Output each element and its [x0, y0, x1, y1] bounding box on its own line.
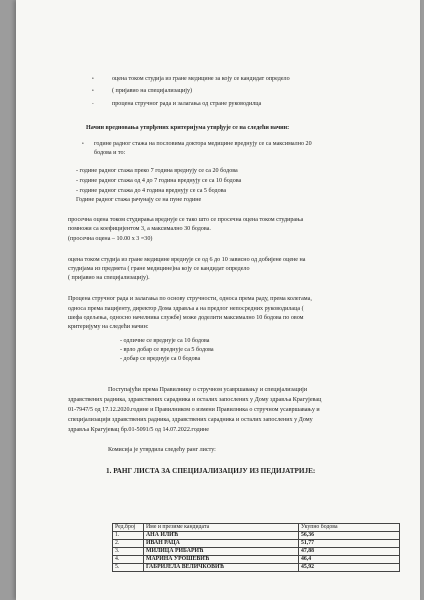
header-cell: Име и презиме кандидата [144, 524, 299, 532]
table-header-row [113, 524, 400, 532]
candidate-name-cell: МИЛИЦА РИБАРИЋ [144, 548, 299, 556]
table-row [113, 532, 400, 540]
procedure-para-line: Поступајући према Правилнику о стручном усавршавању и специјализацији [108, 387, 308, 393]
avg-para-line: помножи са коефицијентом 3, а максимално 30 бодова. [68, 226, 211, 232]
criteria-heading: Начин вредновања утврђених критеријума утврђује се на следећи начин: [86, 125, 290, 131]
table-row [113, 548, 400, 556]
top-bullet-text: процена стручног рада и залагања од стране руководилца [112, 101, 262, 107]
bullet-dot: • [92, 89, 94, 94]
assessment-item: - врло добар се вреднује са 5 бодова [120, 347, 214, 353]
procedure-para-line: специјализацији здравствених радника, здравствених сарадника и осталих запослених у Дому [68, 417, 313, 423]
commission-line: Комисија је утврдила следећу ранг листу: [108, 447, 216, 453]
document-page [16, 0, 420, 600]
branch-para-line: ( пријавио на специјализацију). [68, 275, 150, 281]
work-item: - године радног стажа преко 7 година вреднују се са 20 бодова [76, 168, 238, 174]
candidate-name-cell: МАРИНА УРОШЕВИЋ [144, 556, 299, 564]
points-cell: 45,92 [299, 564, 400, 572]
assessment-para-line: критеријуму на следећи начин: [68, 324, 149, 330]
assessment-para-line: односа према пацијенту, директор Дома здравља а на предлог непосредних руководилаца ( [68, 306, 304, 312]
bullet-dot: - [92, 102, 94, 107]
candidate-name-cell: АНА ИЛИЋ [144, 532, 299, 540]
assessment-para-line: шефа одељења, односно начелника службе) може доделити максимално 10 бодова по овом [68, 315, 304, 321]
work-item: - године радног стажа до 4 година вреднују се са 5 бодова [76, 188, 227, 194]
rank-cell: 1. [113, 532, 144, 540]
rank-cell: 4. [113, 556, 144, 564]
work-item: Године радног стажа рачунају се на пуне године [76, 197, 202, 203]
work-item: - године радног стажа од 4 до 7 година вреднују се са 10 бодова [76, 178, 242, 184]
assessment-item: - добар се вреднује са 0 бодова [120, 356, 201, 362]
work-bullet-line: бодова и то: [94, 150, 126, 156]
assessment-item: - одличне се вреднује са 10 бодова [120, 338, 210, 344]
rank-cell: 5. [113, 564, 144, 572]
top-bullet-text: оцена током студија из гране медицине за коју се кандидат определо [112, 76, 290, 82]
list-heading: 1. РАНГ ЛИСТА ЗА СПЕЦИЈАЛИЗАЦИЈУ ИЗ ПЕДИЈАТРИЈЕ: [106, 467, 316, 475]
avg-para-line: (просечна оцена – 10.00 x 3 =30) [68, 236, 153, 242]
rank-cell: 2. [113, 540, 144, 548]
procedure-para-line: 01-7947/5 од 17.12.2020.године и Правилником о измени Правилника о стручном усавршавању и [68, 407, 320, 413]
rank-cell: 3. [113, 548, 144, 556]
branch-para-line: студијама из предмета ( гране медицине)на коју се кандидат определо [68, 266, 250, 272]
avg-para-line: просечна оцена током студирања вреднује се тако што се просечна оцена током студирања [68, 217, 304, 223]
assessment-para-line: Процена стручног рада и залагања по основу стручности, односа према раду, према колегама, [68, 296, 312, 302]
table-row [113, 564, 400, 572]
points-cell: 56,36 [299, 532, 400, 540]
points-cell: 47,88 [299, 548, 400, 556]
header-cell: Ред.број [113, 524, 144, 532]
candidate-name-cell: ГАБРИЈЕЛА ВЕЛИЧКОВИЋ [144, 564, 299, 572]
table-row [113, 556, 400, 564]
procedure-para-line: здравствених радника, здравствених сарадника и осталих запослених у Дому здравља Крагујевац [68, 397, 322, 403]
bullet-dot: • [92, 77, 94, 82]
ranking-table [112, 523, 400, 572]
procedure-para-line: здравља Крагујевац бр.01-5091/5 од 14.07.2022.године [68, 427, 209, 433]
points-cell: 46,4 [299, 556, 400, 564]
bullet-dot: • [82, 142, 84, 147]
top-bullet-text: ( пријавио на специјализацију) [112, 88, 193, 94]
header-cell: Укупно бодова [299, 524, 400, 532]
branch-para-line: оцена током студија из гране медицине вреднује се од 6 до 10 зависно од добијене оцене на [68, 257, 306, 263]
work-bullet-line: године радног стажа на пословима доктора медицине вреднују се са максимално 20 [94, 141, 312, 147]
candidate-name-cell: ИВАН РАЦА [144, 540, 299, 548]
points-cell: 51,77 [299, 540, 400, 548]
table-row [113, 540, 400, 548]
